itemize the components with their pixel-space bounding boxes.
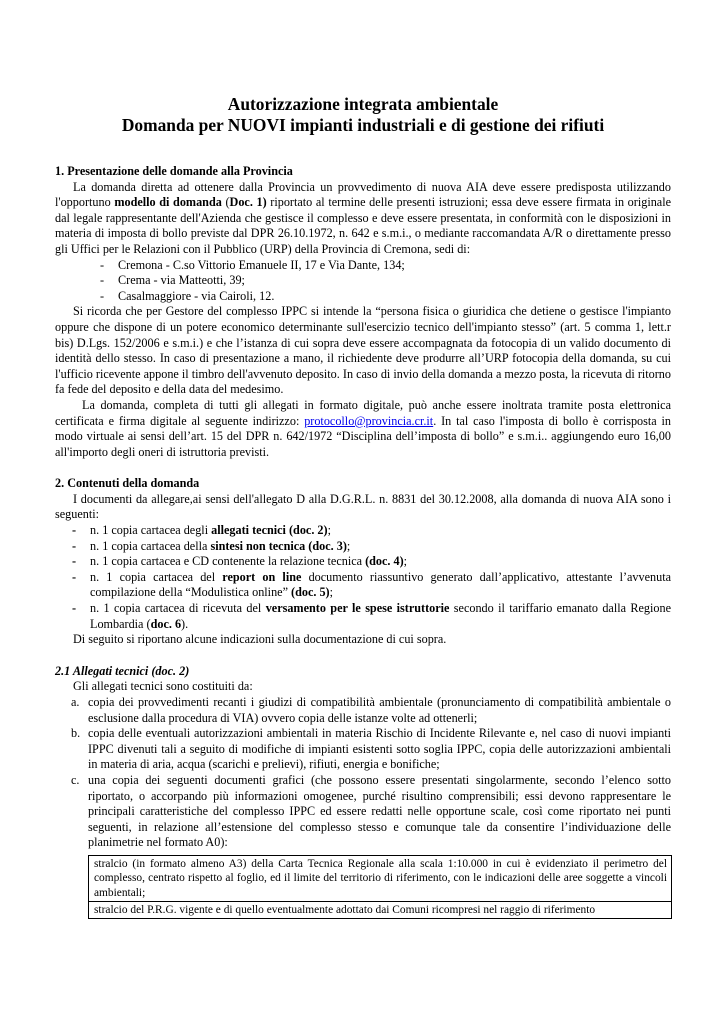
- section-2-heading: 2. Contenuti della domanda: [55, 476, 200, 491]
- list-marker: a.: [71, 695, 80, 709]
- documents-list: [55, 523, 671, 632]
- list-marker: c.: [71, 772, 80, 787]
- text-run: ;: [329, 585, 334, 600]
- list-item: [55, 273, 671, 289]
- table-row: [89, 855, 672, 901]
- list-item: [55, 539, 671, 555]
- list-item: [55, 570, 671, 601]
- text-run-bold: Doc. 1): [229, 195, 267, 210]
- text-run: ;: [327, 523, 331, 538]
- text-run-bold: doc. 6: [150, 616, 182, 631]
- text-run: riportato al termine delle presenti istruzioni; essa deve essere firmata in originale dal legale rappresentante dell'Azienda che gestisce il complesso e deve essere presentata, in conformità con le disposizioni in materia di imposta di bollo previste dal DPR 26.10.1972, n. 642 e s.m.i., o mediante raccomandata A/R o direttamente presso gli Uffici per le Relazioni con il Pubblico (URP) della Provincia di Cremona, sedi di:: [55, 195, 671, 256]
- text-run-bold: (doc. 5): [291, 585, 330, 600]
- dash-bullet: -: [100, 257, 105, 272]
- table-row: [89, 902, 672, 919]
- text-run: n. 1 copia cartacea e CD contenente la relazione tecnica: [90, 554, 366, 569]
- section-1-paragraph-2: Si ricorda che per Gestore del complesso IPPC si intende la “persona fisica o giuridica che detiene o gestisce l'impianto oppure che dispone di un potere economico determinante sull'esercizio tecnico dell'impianto stesso” (art. 5 comma 1, lett.r bis) D.Lgs. 152/2006 e s.m.i.) e che l’istanza di cui sopra deve essere accompagnata da fotocopia di un valido documento di identità dello stesso. In caso di presentazione a mano, il richiedente deve produrre all’URP fotocopia della domanda, su cui l'ufficio ricevente appone il timbro dell'avvenuto deposito. In caso di invio della domanda a mezzo posta, la ricevuta di ritorno fa fede del deposito e della data del medesimo.: [55, 304, 671, 397]
- sedi-list: [55, 258, 671, 305]
- text-run: ).: [181, 616, 189, 631]
- text-run-bold: versamento per le spese istruttorie: [265, 601, 450, 616]
- text-run-bold: report on line: [222, 569, 302, 584]
- text-run-bold: modello di domanda: [114, 195, 222, 210]
- document-page: [55, 94, 671, 919]
- list-item: [55, 258, 671, 274]
- list-item-text: Cremona - C.so Vittorio Emanuele II, 17 e Via Dante, 134;: [118, 257, 405, 272]
- text-run: n. 1 copia cartacea di ricevuta del: [90, 601, 266, 616]
- list-item: [55, 695, 671, 726]
- dash-bullet: -: [72, 569, 77, 584]
- list-marker: b.: [71, 726, 81, 741]
- dash-bullet: -: [100, 288, 105, 303]
- section-2-1: [55, 664, 671, 919]
- section-1-paragraph-1: [55, 180, 671, 258]
- text-run: n. 1 copia cartacea del: [90, 569, 223, 584]
- section-1-paragraph-3: [55, 398, 671, 460]
- document-subtitle: Domanda per NUOVI impianti industriali e di gestione dei rifiuti: [121, 115, 605, 135]
- text-run-bold: (doc. 4): [365, 554, 404, 569]
- list-item: [55, 726, 671, 773]
- text-run: secondo il tariffario emanato dalla Regione Lombardia (: [90, 601, 671, 631]
- section-2-intro: I documenti da allegare,ai sensi dell'allegato D alla D.G.R.L. n. 8831 del 30.12.2008, alla domanda di nuova AIA sono i seguenti:: [55, 491, 671, 522]
- table-cell: stralcio (in formato almeno A3) della Carta Tecnica Regionale alla scala 1:10.000 in cui è evidenziato il perimetro del complesso, centrato rispetto al foglio, ed il limite del territorio di riferimento, con le indicazioni delle aree soggette a vincoli ambientali;: [89, 855, 672, 901]
- text-run: ;: [403, 554, 408, 569]
- dash-bullet: -: [72, 538, 77, 553]
- text-run: La domanda diretta ad ottenere dalla Provincia un provvedimento di nuova AIA deve essere predisposta utilizzando l'opportuno: [55, 179, 671, 210]
- list-item-text: Crema - via Matteotti, 39;: [118, 273, 245, 288]
- graphic-documents-table: [88, 855, 672, 919]
- text-run: documento riassuntivo generato dall’applicativo, attestante l’avvenuta compilazione della “Modulistica online”: [90, 569, 672, 600]
- text-run-bold: sintesi non tecnica (doc. 3): [210, 538, 347, 553]
- section-1: [55, 164, 671, 460]
- table-cell: [89, 902, 672, 919]
- text-run: (: [221, 195, 230, 210]
- list-item-text: copia dei provvedimenti recanti i giudizi di compatibilità ambientale (pronunciamento di compatibilità ambientale o esclusione dalla procedura di VIA) ovvero copia delle istanze volte ad ottenerli;: [88, 695, 671, 725]
- text-run: ;: [346, 538, 351, 553]
- text-run: La domanda, completa di tutti gli allegati in formato digitale, può anche essere inoltrata tramite posta elettronica certificata e firma digitale al seguente indirizzo:: [55, 397, 671, 428]
- allegati-list: [55, 695, 671, 851]
- section-2-1-heading: 2.1 Allegati tecnici (doc. 2): [55, 663, 190, 678]
- email-link[interactable]: protocollo@provincia.cr.it: [304, 413, 434, 428]
- document-title: Autorizzazione integrata ambientale: [227, 94, 499, 114]
- list-item: [55, 773, 671, 851]
- section-2-outro: Di seguito si riportano alcune indicazioni sulla documentazione di cui sopra.: [73, 632, 447, 647]
- text-run-bold: allegati tecnici (doc. 2): [211, 523, 328, 538]
- list-item: [55, 523, 671, 539]
- dash-bullet: -: [72, 554, 77, 569]
- text-run: n. 1 copia cartacea della: [90, 538, 211, 553]
- dash-bullet: -: [100, 273, 105, 288]
- list-item: [55, 601, 671, 632]
- list-item: [55, 289, 671, 305]
- list-item-text: Casalmaggiore - via Cairoli, 12.: [118, 288, 275, 303]
- section-1-heading: 1. Presentazione delle domande alla Provincia: [55, 164, 293, 178]
- text-run: n. 1 copia cartacea degli: [90, 523, 212, 538]
- list-item-text: una copia dei seguenti documenti grafici (che possono essere presentati singolarmente, secondo l’elenco sotto riportato, o accorpando più informazioni omogenee, purché risultino comprensibili; essi devono rappresentare le principali caratteristiche del complesso IPPC ed essere redatti nelle opportune scale, così come riportato nei punti seguenti, in relazione all’estensione del complesso stesso e comunque tale da consentire l’individuazione delle planimetrie nel formato A0):: [88, 772, 671, 850]
- text-run: . In tal caso l'imposta di bollo è corrisposta in modo virtuale ai sensi dell’art. 15 del DPR n. 642/1972 “Disciplina dell’imposta di bollo” e s.m.i.. aggiungendo euro 16,00 all'importo degli oneri di istruttoria previsti.: [55, 413, 672, 459]
- dash-bullet: -: [72, 601, 77, 616]
- dash-bullet: -: [72, 523, 77, 538]
- table-cell-text: stralcio del P.R.G. vigente e di quello eventualmente adottato dai Comuni ricompresi nel raggio di riferimento: [94, 904, 596, 917]
- list-item: [55, 554, 671, 570]
- list-item-text: copia delle eventuali autorizzazioni ambientali in materia Rischio di Incidente Rilevante e, nel caso di nuovi impianti IPPC divenuti tali a seguito di modifiche di impianti esistenti sotto soglia IPPC, copia delle autorizzazioni ambientali in materia di aria, acqua (scarichi e prelievi), rifiuti, energia e bonifiche;: [88, 726, 671, 772]
- section-2: [55, 476, 671, 648]
- section-2-1-intro: Gli allegati tecnici sono costituiti da:: [73, 679, 253, 694]
